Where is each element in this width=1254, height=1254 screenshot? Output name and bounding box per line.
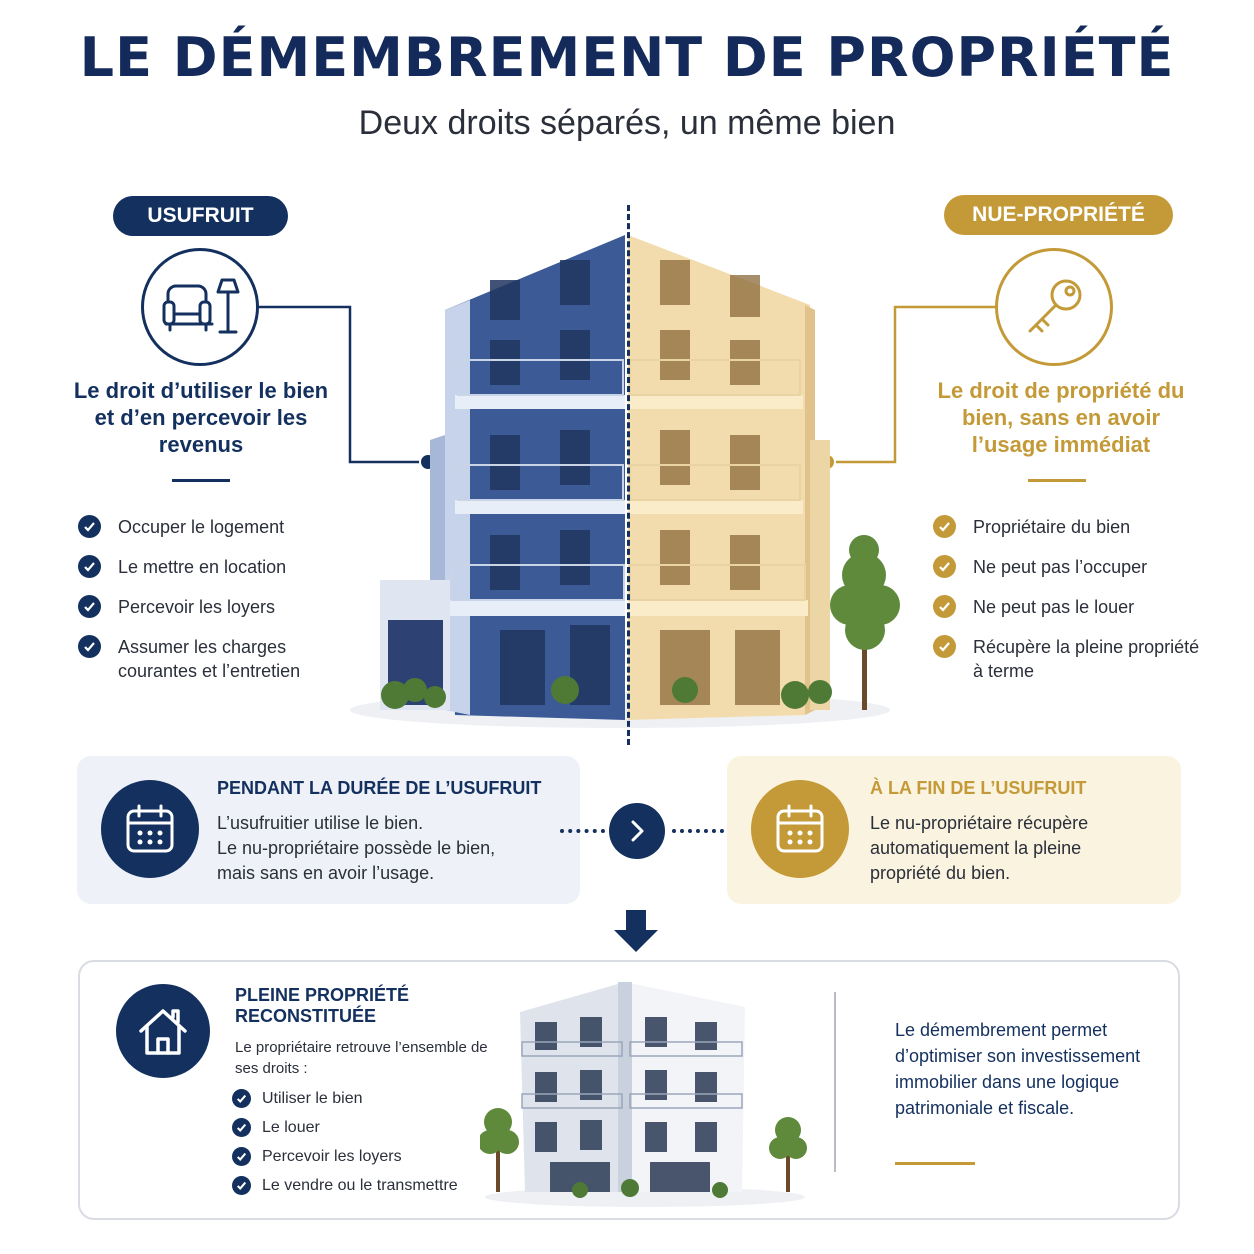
- end-usufruct-text: Le nu-propriétaire récupère automatiquement la pleine propriété du bien.: [870, 813, 1089, 883]
- during-usufruct-card: [77, 756, 580, 904]
- check-icon: [232, 1176, 251, 1195]
- calendar-icon: [101, 780, 199, 878]
- nue-propriete-description: Le droit de propriété du bien, sans en avoir l’usage immédiat: [937, 378, 1185, 457]
- building-illustration: [480, 972, 810, 1212]
- dotted-connector: [672, 829, 724, 833]
- list-item: Le vendre ou le transmettre: [232, 1176, 458, 1196]
- end-usufruct-card: [727, 756, 1181, 904]
- full-ownership-text: Le propriétaire retrouve l’ensemble de ses droits :: [235, 1039, 488, 1077]
- check-icon: [232, 1089, 251, 1108]
- split-building-illustration: [340, 200, 900, 740]
- usufruit-description: Le droit d’utiliser le bien et d’en percevoir les revenus: [73, 378, 329, 457]
- note-underline: [895, 1162, 975, 1165]
- full-ownership-panel: [78, 960, 1180, 1220]
- vertical-divider: [834, 992, 836, 1172]
- split-divider-line: [627, 205, 630, 745]
- list-item: Percevoir les loyers: [232, 1147, 458, 1167]
- full-ownership-title: PLEINE PROPRIÉTÉ RECONSTITUÉE: [235, 985, 410, 1026]
- list-item: Le louer: [232, 1118, 458, 1138]
- list-item: Ne peut pas l’occuper: [933, 555, 1213, 579]
- page-subtitle: Deux droits séparés, un même bien: [358, 104, 896, 142]
- during-usufruct-title: PENDANT LA DURÉE DE L’USUFRUIT: [217, 778, 542, 798]
- strategy-note: Le démembrement permet d’optimiser son investissement immobilier dans une logique patrimoniale et fiscale.: [895, 1020, 1141, 1118]
- list-item: Ne peut pas le louer: [933, 595, 1213, 619]
- end-usufruct-title: À LA FIN DE L’USUFRUIT: [870, 778, 1087, 798]
- dotted-connector: [560, 829, 605, 833]
- list-item: Le mettre en location: [78, 555, 358, 579]
- nue-propriete-badge: NUE-PROPRIÉTÉ: [944, 195, 1173, 235]
- usufruit-badge: USUFRUIT: [113, 196, 288, 236]
- check-icon: [232, 1147, 251, 1166]
- list-item: Assumer les charges courantes et l’entretien: [78, 635, 358, 683]
- check-icon: [232, 1118, 251, 1137]
- list-item: Récupère la pleine propriété à terme: [933, 635, 1213, 683]
- arrow-down-icon: [613, 908, 659, 954]
- list-item: Occuper le logement: [78, 515, 358, 539]
- chevron-right-icon: [609, 803, 665, 859]
- house-icon: [116, 984, 210, 1078]
- full-ownership-rights-list: [232, 1089, 458, 1205]
- calendar-icon: [751, 780, 849, 878]
- list-item: Propriétaire du bien: [933, 515, 1213, 539]
- during-usufruct-text: L’usufruitier utilise le bien. Le nu-propriétaire possède le bien, mais sans en avoir l’usage.: [217, 813, 496, 883]
- page-title: LE DÉMEMBREMENT DE PROPRIÉTÉ: [79, 26, 1175, 89]
- list-item: Percevoir les loyers: [78, 595, 358, 619]
- list-item: Utiliser le bien: [232, 1089, 458, 1109]
